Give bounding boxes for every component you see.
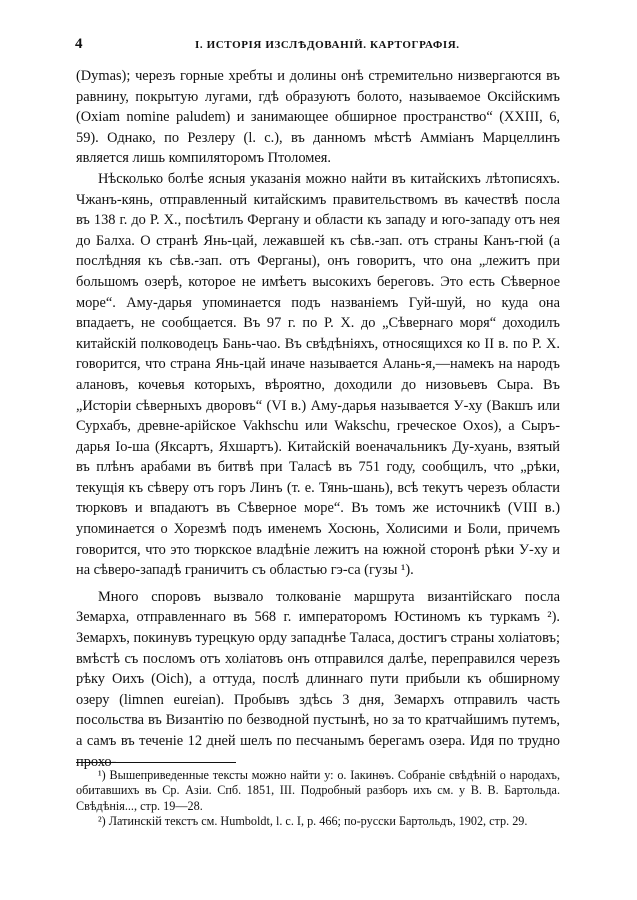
footnote: ²) Латинскій текстъ см. Humboldt, l. c. I, p. 466; по-русски Бартольдъ, 1902, стр. 29. [98, 814, 528, 829]
footnote: ¹) Вышеприведенные тексты можно найти у: о. Іакинѳъ. Собраніе свѣдѣній о народахъ, обитавшихъ въ Ср. Азіи. Спб. 1851, III. Подробный разборъ ихъ см. у В. В. Бартольда. Свѣдѣнія..., стр. 19—28. [76, 768, 560, 813]
paragraph: Много споровъ вызвало толкованіе маршрута византійскаго посла Земарха, отправленнаго въ 568 г. императоромъ Юстиномъ къ туркамъ ²). Земархъ, покинувъ турецкую орду западнѣе Таласа, достигъ страны холіатовъ; вмѣстѣ съ посломъ отъ холіатовъ онъ отправился далѣе, переправился черезъ рѣку Оихъ (Oich), а оттуда, послѣ длиннаго пути прибыли къ обширному озеру (limnen eureian). Пробывъ здѣсь 3 дня, Земархъ отправилъ часть посольства въ Византію по безводной пустынѣ, но за то кратчайшимъ путемъ, а самъ въ теченіе 12 дней шелъ по песчанымъ берегамъ озера. Идя по трудно прохо- [76, 588, 560, 770]
body-text [76, 66, 560, 772]
footnotes [76, 768, 560, 830]
page-header [75, 36, 577, 53]
running-head: I. ИСТОРІЯ ИЗСЛѢДОВАНІЙ. КАРТОГРАФІЯ. [195, 39, 460, 51]
paragraph: Нѣсколько болѣе ясныя указанія можно найти въ китайскихъ лѣтописяхъ. Чжанъ-кянь, отправленный китайскимъ правительствомъ въ качествѣ посла въ 138 г. до Р. Х., посѣтилъ Фергану и области къ западу и юго-западу отъ нея до Балха. О странѣ Янь-цай, лежавшей къ сѣв.-зап. отъ страны Канъ-гюй (а послѣдняя къ сѣв.-зап. отъ Ферганы), онъ говоритъ, что она „лежитъ при большомъ озерѣ, которое не имѣетъ высокихъ береговъ. Это есть Сѣверное море“. Аму-дарья упоминается подъ названіемъ Гуй-шуй, но куда она впадаетъ, не сообщается. Въ 97 г. по Р. Х. до „Сѣвернаго моря“ доходилъ китайскій полководецъ Бань-чао. Въ свѣдѣніяхъ, относящихся ко II в. по Р. Х. говорится, что страна Янь-цай иначе называется Алань-я,—намекъ на народъ алановъ, кочевья которыхъ, вѣроятно, доходили до низовьевъ Сыра. Въ „Исторіи сѣверныхъ дворовъ“ (VI в.) Аму-дарья называется У-ху (Вакшъ или Сурхабъ, древне-арійское Vakhschu или Wakschu, греческое Oxos), а Сыръ-дарья Іо-ша (Яксартъ, Яхшартъ). Китайскій военачальникъ Ду-хуань, взятый въ плѣнъ арабами въ битвѣ при Таласѣ въ 751 году, сообщилъ, что „рѣки, текущія къ сѣверу отъ горъ Линъ (т. е. Тянь-шань), всѣ текутъ черезъ области тюрковъ и впадаютъ въ Сѣверное море“. Въ томъ же источникѣ (VIII в.) упоминается о Хорезмѣ подъ именемъ Хосюнь, Холисими и Боли, причемъ говорится, что это тюркское владѣніе лежитъ на южной сторонѣ рѣки У-ху и на сѣверо-западѣ граничитъ съ областью гэ-са (гузы ¹). [76, 170, 560, 579]
page-number: 4 [75, 36, 83, 52]
footnote-divider [76, 762, 236, 763]
paragraph: (Dymas); черезъ горные хребты и долины онѣ стремительно низвергаются въ равнину, покрытую лугами, гдѣ образуютъ болото, называемое Оксійскимъ (Oxiam nomine paludem) и занимающее обширное пространство“ (XXIII, 6, 59). Однако, по Резлеру (l. c.), въ данномъ мѣстѣ Амміанъ Марцеллинъ является лишь компиляторомъ Птоломея. [76, 68, 560, 167]
